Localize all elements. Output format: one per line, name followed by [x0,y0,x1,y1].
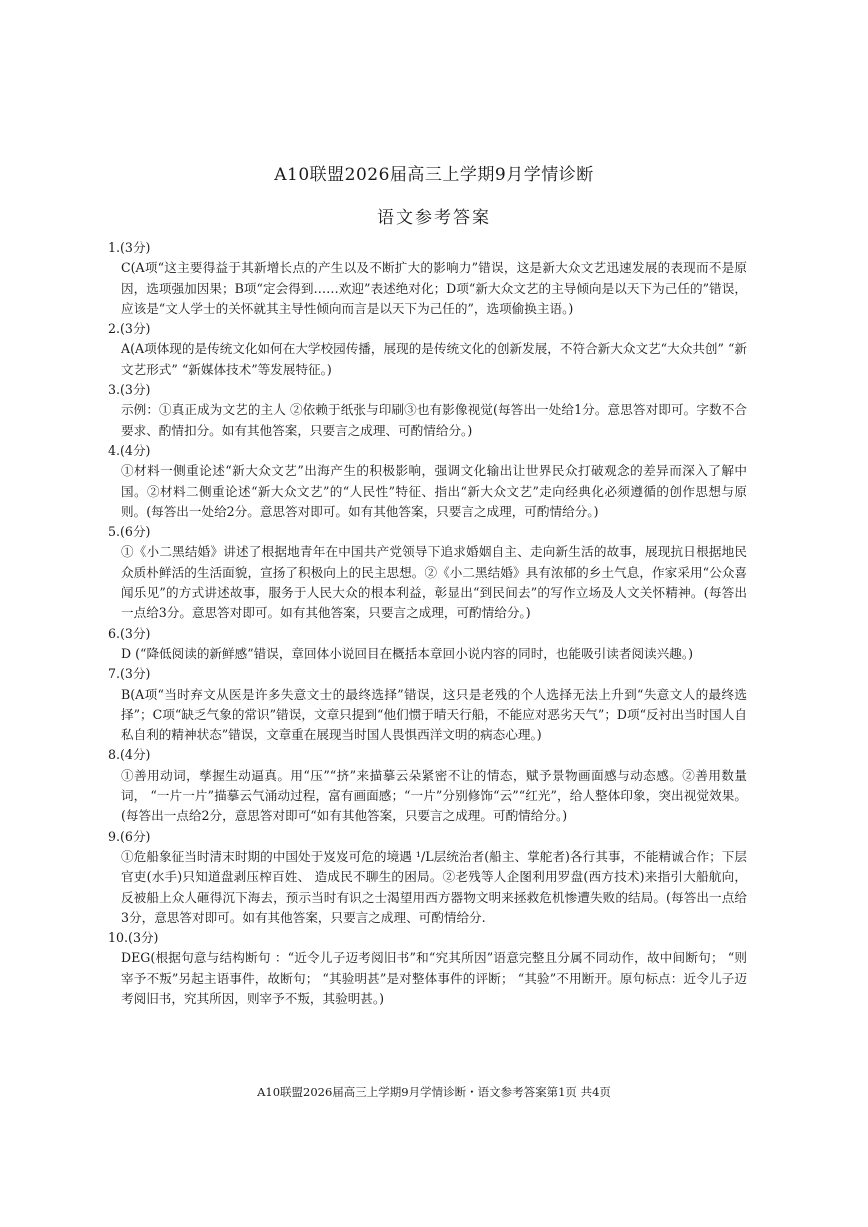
document-title: A10联盟2026届高三上学期9月学情诊断 [274,165,594,185]
question-6 [107,624,747,665]
question-answer: ①材料一侧重论述“新大众文艺”出海产生的积极影响，强调文化输出让世界民众打破观念的差异而深入了解中国。②材料二侧重论述“新大众文艺”的“人民性”特征、指出“新大众文艺”走向经典化必须遵循的创作思想与原则。(每答出一处给2分。意思答对即可。如有其他答案，只要言之成理，可酌情给分。) [121,463,747,519]
question-answer: ①善用动词，孳握生动逼真。用“压”“挤”来描摹云朵紧密不让的情态，赋予景物画面感与动态感。②善用数量词， “一片一片”描摹云气涌动过程，富有画面感；“一片”分别修饰“云”“红光”，给人整体印象，突出视觉效果。(每答出一点给2分，意思答对即可“如有其他答案，只要言之成理。可酌情给分。) [121,767,747,824]
question-4 [107,441,747,522]
question-number: 9.(6分) [108,828,151,844]
question-answer: B(A项“当时弃文从医是许多失意文士的最终选择”错误，这只是老残的个人选择无法上升到“失意文人的最终选择”；C项“缺乏气象的常识”错误，文章只提到“他们惯于晴天行船，不能应对恶劣天气”；D项“反衬出当时国人自私自利的精神状态”错误，文章重在展现当时国人畏惧西洋文明的病态心理。) [121,686,747,743]
question-1 [107,238,747,319]
question-number: 3.(3分) [108,382,151,398]
question-answer: C(A项“这主要得益于其新增长点的产生以及不断扩大的影响力”错误，这是新大众文艺迅速发展的表现而不是原因，选项强加因果；B项“定会得到……欢迎”表述绝对化；D项“新大众文艺的主导倾向是以天下为己任的”错误，应该是“文人学士的关怀就其主导性倾向而言是以天下为己任的”，选项偷换主语。) [121,260,747,316]
document-subtitle: 语文参考答案 [377,208,491,228]
question-number: 10.(3分) [108,930,159,946]
question-answer: ①危船象征当时清末时期的中国处于岌岌可危的境遇 ¹/L层统治者(船主、掌舵者)各行其事，不能精诚合作；下层官吏(水手)只知道盘剥压榨百姓、 造成民不聊生的困局。②老残等人企图利用罗盘(西方技术)来指引大船航向，反被船上众人砸得沉下海去，预示当时有识之士渴望用西方器物文明来拯救危机惨遭失败的结局。(每答出一点给3分，意思答对即可。如有其他答案，只要言之成理、可酌情给分. [121,848,747,925]
question-answer: 示例：①真正成为文艺的主人 ②依赖于纸张与印刷③也有影像视觉(每答出一处给1分。意思答对即可。字数不合要求、酌情扣分。如有其他答案，只要言之成理、可酌情给分。) [121,402,747,438]
question-10 [107,928,747,1009]
question-answer: D (“降低阅读的新鲜感”错误，章回体小说回目在概括本章回小说内容的同时，也能吸引读者阅读兴趣。) [121,645,694,661]
page-footer: A10联盟2026届高三上学期9月学情诊断・语文参考答案第1页 共4页 [257,1085,611,1099]
question-answer: ①《小二黑结婚》讲述了根据地青年在中国共产党领导下追求婚姻自主、走向新生活的故事，展现抗日根据地民众质朴鲜活的生活面貌，宣扬了积极向上的民主思想。②《小二黑结婚》具有浓郁的乡土气息，作家采用“公众喜闻乐见”的方式讲述故事，服务于人民大众的根本利益，彰显出“到民间去”的写作立场及人文关怀精神。(每答出一点给3分。意思答对即可。如有其他答案，只要言之成理，可酌情给分。) [121,544,747,621]
question-answer: A(A项体现的是传统文化如何在大学校园传播，展现的是传统文化的创新发展，不符合新大众文艺“大众共创” “新文艺形式” “新媒体技术”等发展特征。) [121,341,747,377]
question-number: 1.(3分) [108,240,151,255]
question-number: 6.(3分) [108,625,151,641]
answer-list [107,238,747,1009]
question-number: 7.(3分) [108,666,151,682]
question-2 [107,319,747,380]
question-number: 2.(3分) [108,321,151,337]
question-5 [107,522,747,623]
question-7 [107,664,747,745]
question-number: 8.(4分) [108,747,151,763]
question-answer: DEG(根据句意与结构断句 ：“近令儿子迈考阅旧书”和“究其所因”语意完整且分属不同动作，故中间断句； “则宰予不叛”另起主语事件，故断句； “其验明甚”是对整体事件的评断； “其验”不用断开。原句标点：近令儿子迈考阅旧书，究其所因，则宰予不叛，其验明甚。) [121,950,747,1006]
question-number: 5.(6分) [108,524,151,540]
question-8 [107,745,747,826]
question-number: 4.(4分) [108,442,151,458]
question-3 [107,380,747,441]
question-9 [107,827,747,928]
